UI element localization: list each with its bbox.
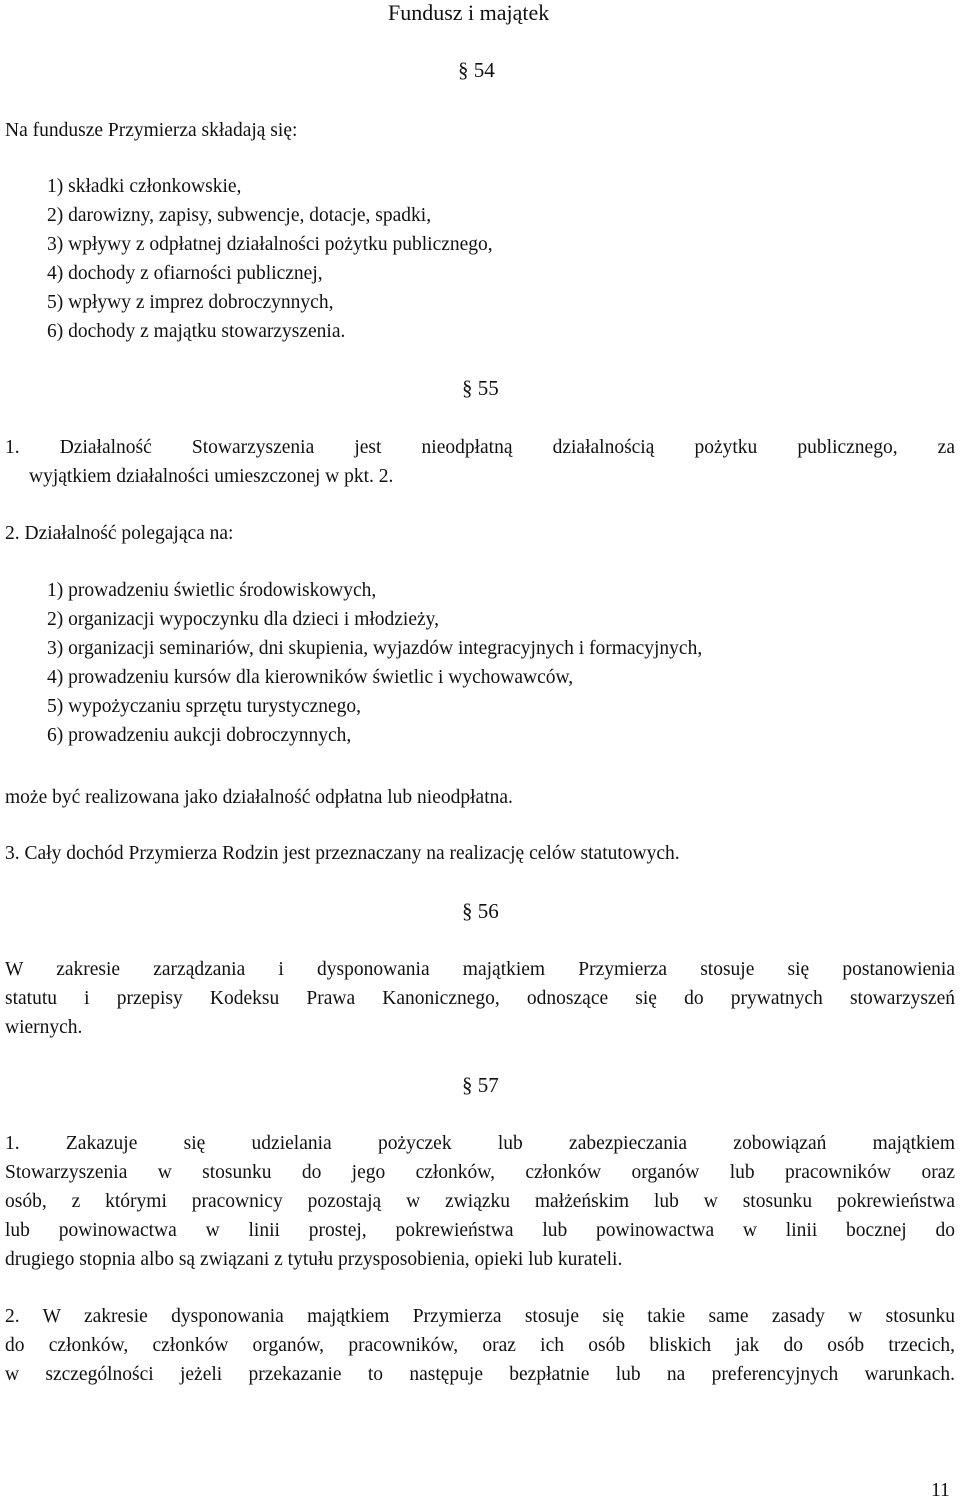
- section-54-intro: Na fundusze Przymierza składają się:: [5, 120, 298, 141]
- list-item: 3) organizacji seminariów, dni skupienia, wyjazdów integracyjnych i formacyjnych,: [47, 638, 703, 659]
- list-item: 5) wpływy z imprez dobroczynnych,: [47, 292, 334, 313]
- section-55-heading: § 55: [462, 376, 499, 400]
- paragraph-line: Stowarzyszenia w stosunku do jego członków, członków organów lub pracowników oraz: [5, 1162, 955, 1183]
- list-item: 2) organizacji wypoczynku dla dzieci i młodzieży,: [47, 609, 440, 630]
- section-57-heading: § 57: [462, 1073, 499, 1097]
- section-54-heading: § 54: [458, 58, 495, 82]
- chapter-title: Fundusz i majątek: [388, 0, 550, 25]
- list-item: 2) darowizny, zapisy, subwencje, dotacje, spadki,: [47, 205, 432, 226]
- section-55-p2-outro: może być realizowana jako działalność odpłatna lub nieodpłatna.: [5, 787, 513, 808]
- page-number: 11: [931, 1480, 950, 1501]
- paragraph-line: 2. W zakresie dysponowania majątkiem Przymierza stosuje się takie same zasady w stosunku: [5, 1306, 955, 1327]
- list-item: 6) prowadzeniu aukcji dobroczynnych,: [47, 725, 352, 746]
- section-55-p3: 3. Cały dochód Przymierza Rodzin jest przeznaczany na realizację celów statutowych.: [5, 843, 680, 864]
- paragraph-line: do członków, członków organów, pracowników, oraz ich osób bliskich jak do osób trzecich,: [5, 1335, 955, 1356]
- section-55-p1-line1: 1. Działalność Stowarzyszenia jest nieodpłatną działalnością pożytku publicznego, za: [5, 437, 955, 458]
- section-56-line1: W zakresie zarządzania i dysponowania majątkiem Przymierza stosuje się postanowienia: [5, 959, 955, 980]
- list-item: 1) prowadzeniu świetlic środowiskowych,: [47, 580, 377, 601]
- list-item: 6) dochody z majątku stowarzyszenia.: [47, 321, 346, 342]
- section-55-p2-intro: 2. Działalność polegająca na:: [5, 523, 234, 544]
- section-54-list: [47, 172, 493, 346]
- section-56-heading: § 56: [462, 899, 499, 923]
- list-item: 4) dochody z ofiarności publicznej,: [47, 263, 323, 284]
- section-55-p2-list: [47, 576, 702, 750]
- section-55-p1-line2: wyjątkiem działalności umieszczonej w pkt. 2.: [29, 466, 394, 487]
- paragraph-line: lub powinowactwa w linii prostej, pokrewieństwa lub powinowactwa w linii bocznej do: [5, 1220, 955, 1241]
- list-item: 5) wypożyczaniu sprzętu turystycznego,: [47, 696, 362, 717]
- paragraph-line: osób, z którymi pracownicy pozostają w związku małżeńskim lub w stosunku pokrewieństwa: [5, 1191, 955, 1212]
- section-56-line2: statutu i przepisy Kodeksu Prawa Kanonicznego, odnoszące się do prywatnych stowarzyszeń: [5, 988, 955, 1009]
- list-item: 1) składki członkowskie,: [47, 176, 242, 197]
- paragraph-line: 1. Zakazuje się udzielania pożyczek lub zabezpieczania zobowiązań majątkiem: [5, 1133, 955, 1154]
- section-56-line3: wiernych.: [5, 1017, 83, 1038]
- list-item: 3) wpływy z odpłatnej działalności pożytku publicznego,: [47, 234, 493, 255]
- paragraph-line: drugiego stopnia albo są związani z tytułu przysposobienia, opieki lub kurateli.: [5, 1249, 623, 1270]
- paragraph-line: w szczególności jeżeli przekazanie to następuje bezpłatnie lub na preferencyjnych warunkach.: [5, 1364, 955, 1385]
- list-item: 4) prowadzeniu kursów dla kierowników świetlic i wychowawców,: [47, 667, 574, 688]
